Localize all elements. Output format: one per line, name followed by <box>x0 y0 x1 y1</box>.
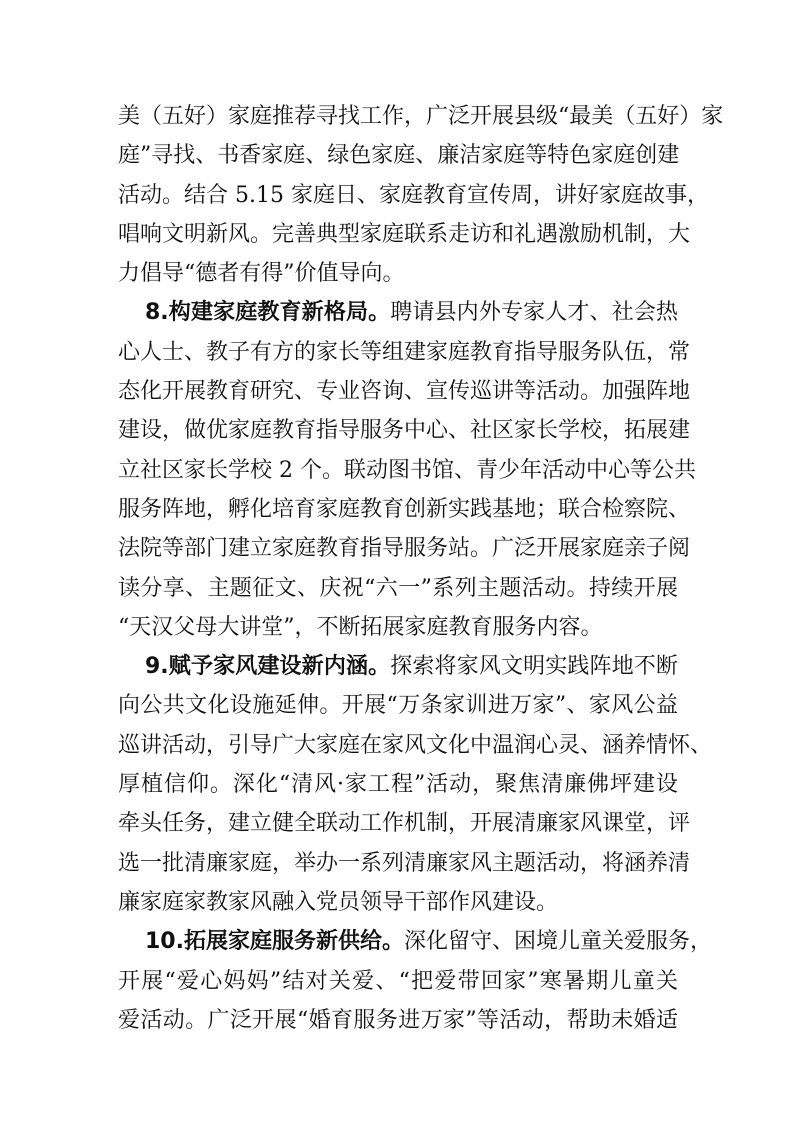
text-line: 向公共文化设施延伸。开展“万条家训进万家”、家风公益 <box>118 693 678 719</box>
text-span: 探索将家风文明实践阵地不断 <box>390 654 678 680</box>
paragraph-item-10 <box>118 922 712 1040</box>
paragraph-item-9 <box>118 647 713 922</box>
text-line: 法院等部门建立家庭教育指导服务站。广泛开展家庭亲子阅 <box>118 536 691 562</box>
text-line: 牵头任务，建立健全联动工作机制，开展清廉家风课堂，评 <box>118 811 691 837</box>
text-line: 力倡导“德者有得”价值导向。 <box>118 261 405 287</box>
text-line: 选一批清廉家庭，举办一系列清廉家风主题活动，将涵养清 <box>118 850 691 876</box>
text-line: 建设，做优家庭教育指导服务中心、社区家长学校，拓展建 <box>118 418 691 444</box>
text-span: 聘请县内外专家人才、社会热 <box>390 300 678 326</box>
text-line: “天汉父母大讲堂”，不断拓展家庭教育服务内容。 <box>118 614 603 640</box>
text-line: 美（五好）家庭推荐寻找工作，广泛开展县级“最美（五好）家 <box>118 104 724 129</box>
text-line: 爱活动。广泛开展“婚育服务进万家”等活动，帮助未婚适 <box>118 1007 678 1033</box>
text-line: 活动。结合 5.15 家庭日、家庭教育宣传周，讲好家庭故事， <box>118 182 709 208</box>
text-line: 庭”寻找、书香家庭、绿色家庭、廉洁家庭等特色家庭创建 <box>118 143 680 169</box>
text-line: 廉家庭家教家风融入党员领导干部作风建设。 <box>118 889 559 915</box>
text-line: 立社区家长学校 2 个。联动图书馆、青少年活动中心等公共 <box>118 457 696 483</box>
text-line: 厚植信仰。深化“清风·家工程”活动，聚焦清廉佛坪建设 <box>118 772 678 798</box>
text-line: 巡讲活动，引导广大家庭在家风文化中温润心灵、涵养情怀、 <box>118 732 713 758</box>
text-line: 唱响文明新风。完善典型家庭联系走访和礼遇激励机制，大 <box>118 221 691 247</box>
text-line: 服务阵地，孵化培育家庭教育创新实践基地；联合检察院、 <box>118 496 691 522</box>
text-line <box>118 647 678 686</box>
text-line: 开展“爱心妈妈”结对关爱、“把爱带回家”寒暑期儿童关 <box>118 968 678 994</box>
text-line: 态化开展教育研究、专业咨询、宣传巡讲等活动。加强阵地 <box>118 379 691 405</box>
section-heading: 10.拓展家庭服务新供给。 <box>145 929 404 955</box>
text-span: 深化留守、困境儿童关爱服务， <box>403 929 712 955</box>
text-line: 心人士、教子有方的家长等组建家庭教育指导服务队伍，常 <box>118 339 691 365</box>
document-page <box>118 97 724 1040</box>
paragraph-family-recommendation <box>118 97 724 293</box>
section-heading: 9.赋予家风建设新内涵。 <box>145 654 391 680</box>
paragraph-item-8 <box>118 293 696 647</box>
section-heading: 8.构建家庭教育新格局。 <box>145 300 391 326</box>
text-line <box>118 922 712 961</box>
text-line: 读分享、主题征文、庆祝“六一”系列主题活动。持续开展 <box>118 575 678 601</box>
text-line <box>118 293 678 332</box>
